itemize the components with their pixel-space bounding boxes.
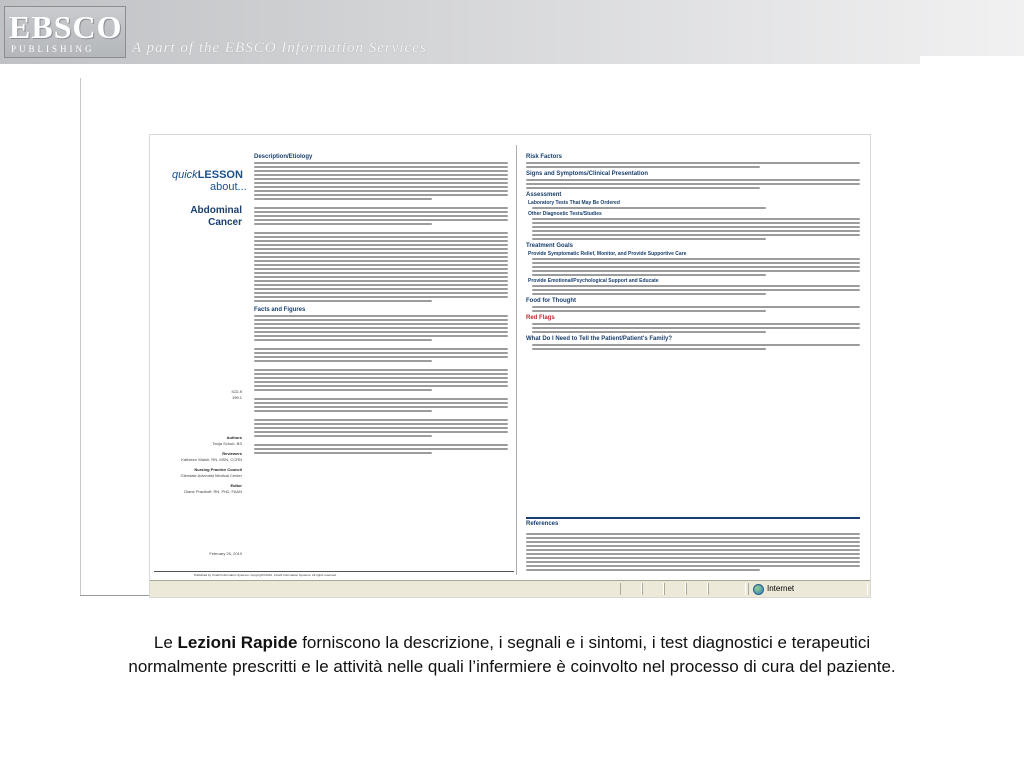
logo-word: EBSCO [9, 9, 123, 45]
section-food-for-thought: Food for Thought [526, 298, 576, 304]
document-right-column [526, 151, 860, 571]
section-description: Description/Etiology [254, 154, 313, 160]
column-divider [516, 145, 517, 575]
browser-status-bar [150, 580, 870, 597]
section-red-flags: Red Flags [526, 315, 555, 321]
status-segment [642, 583, 664, 595]
header-banner [0, 0, 1024, 64]
section-facts: Facts and Figures [254, 307, 306, 313]
reviewer-name: Kathleen Walsh, RN, MSN, CCRN [181, 457, 242, 462]
frame-left-rule [80, 78, 81, 596]
quick-lesson-brand [172, 169, 243, 181]
references-rule [526, 517, 860, 519]
zone-label: Internet [767, 584, 795, 593]
council-org: Glendale Adventist Medical Center [180, 473, 242, 478]
security-zone[interactable] [748, 583, 868, 595]
section-tell-patient: What Do I Need to Tell the Patient/Patient's Family? [526, 336, 673, 342]
section-risk-factors: Risk Factors [526, 154, 563, 160]
brand-quick: quick [172, 169, 198, 181]
footer-marks [164, 571, 190, 575]
banner-divider [920, 56, 1024, 64]
council-label: Nursing Practice Council [194, 467, 242, 472]
section-treatment-goals: Treatment Goals [526, 243, 574, 249]
subsection-lab-tests: Laboratory Tests That May Be Ordered [528, 200, 620, 206]
document-date: February 26, 2010 [209, 551, 242, 556]
status-segment [664, 583, 686, 595]
brand-lesson: LESSON [197, 169, 243, 181]
reviewers-label: Reviewers [222, 451, 242, 456]
ebsco-logo [4, 6, 126, 58]
caption-prefix: Le [153, 633, 178, 652]
topic-line-1: Abdominal [190, 205, 242, 216]
status-segment [620, 583, 642, 595]
authors-label: Authors [226, 435, 242, 440]
status-segment [708, 583, 746, 595]
editor-name: Diane Pravikoff, RN, PhD, FAAN [184, 489, 242, 494]
document-sidebar [154, 139, 248, 579]
subsection-provide-support: Provide Emotional/Psychological Support and Educate [528, 278, 659, 284]
document-topic [152, 205, 242, 229]
icd-value: 199.1 [231, 395, 242, 400]
topic-line-2: Cancer [208, 217, 242, 228]
section-signs-symptoms: Signs and Symptoms/Clinical Presentation [526, 171, 649, 177]
browser-screenshot [150, 135, 870, 597]
references-list [526, 533, 860, 573]
section-references: References [526, 521, 559, 527]
subsection-other-tests: Other Diagnostic Tests/Studies [528, 211, 602, 217]
caption-bold-term: Lezioni Rapide [177, 633, 298, 652]
slide-caption [40, 631, 984, 679]
document-footer [154, 571, 514, 578]
text-block [254, 162, 508, 302]
section-assessment: Assessment [526, 192, 562, 198]
document-middle-column [254, 151, 508, 571]
subsection-provide-relief: Provide Symptomatic Relief, Monitor, and Provide Supportive Care [528, 251, 687, 257]
banner-tagline: A part of the EBSCO Information Services [132, 40, 427, 56]
logo-subtitle: PUBLISHING [11, 44, 95, 54]
credits [150, 435, 242, 495]
globe-icon [753, 584, 764, 595]
brand-about: about... [210, 181, 247, 193]
footer-text: Published by Cinahl Information Systems. Copyright©2010, Cinahl Information Systems. All rights reserved. [194, 573, 337, 577]
caption-line-2: normalmente prescritti e le attività nelle quali l’infermiere è coinvolto nel processo di cura del paziente. [128, 657, 896, 676]
text-block [254, 315, 508, 454]
author-name: Tanja Schub, BS [212, 441, 242, 446]
icd-code [152, 389, 242, 401]
status-segment [686, 583, 708, 595]
caption-line-1: forniscono la descrizione, i segnali e i sintomi, i test diagnostici e terapeutici [297, 633, 871, 652]
icd-label: ICD-9 [231, 389, 242, 394]
editor-label: Editor [230, 483, 242, 488]
document-page [154, 139, 866, 579]
